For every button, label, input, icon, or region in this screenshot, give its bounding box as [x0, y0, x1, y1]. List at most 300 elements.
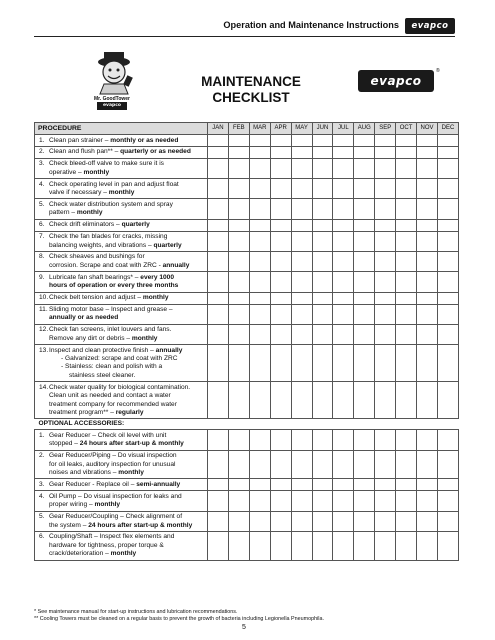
month-check-cell[interactable]: [417, 511, 438, 531]
month-check-cell[interactable]: [249, 531, 270, 560]
month-check-cell[interactable]: [312, 304, 333, 324]
month-check-cell[interactable]: [228, 345, 249, 382]
month-check-cell[interactable]: [249, 199, 270, 219]
table-header-row: [35, 123, 459, 135]
month-check-cell[interactable]: [396, 292, 417, 304]
procedure-frequency: 24 hours after start-up & monthly: [79, 440, 184, 448]
month-check-cell[interactable]: [437, 231, 458, 251]
month-check-cell[interactable]: [228, 199, 249, 219]
month-check-cell[interactable]: [270, 146, 291, 158]
procedure-text-line: Clean unit as needed and contact a water: [49, 392, 171, 400]
month-check-cell[interactable]: [249, 430, 270, 450]
procedure-text: Lubricate fan shaft bearings* –: [49, 273, 141, 281]
procedure-text-line: noises and vibrations – monthly: [49, 469, 144, 476]
procedure-frequency: annually: [162, 261, 190, 269]
month-check-cell[interactable]: [354, 479, 375, 491]
procedure-cell: [35, 491, 208, 511]
month-check-cell[interactable]: [249, 479, 270, 491]
month-check-cell[interactable]: [208, 479, 229, 491]
month-check-cell[interactable]: [270, 292, 291, 304]
month-check-cell[interactable]: [437, 511, 458, 531]
table-row: [35, 382, 459, 419]
procedure-number: 7.: [39, 233, 45, 241]
month-check-cell[interactable]: [228, 219, 249, 231]
month-check-cell[interactable]: [228, 324, 249, 344]
month-header: DEC: [437, 123, 458, 135]
month-check-cell[interactable]: [417, 179, 438, 199]
month-check-cell[interactable]: [375, 430, 396, 450]
month-check-cell[interactable]: [354, 430, 375, 450]
month-check-cell[interactable]: [291, 158, 312, 178]
table-row: [35, 231, 459, 251]
month-check-cell[interactable]: [228, 272, 249, 292]
month-check-cell[interactable]: [417, 219, 438, 231]
month-check-cell[interactable]: [354, 345, 375, 382]
month-check-cell[interactable]: [354, 251, 375, 271]
month-check-cell[interactable]: [312, 531, 333, 560]
month-check-cell[interactable]: [354, 304, 375, 324]
month-check-cell[interactable]: [437, 251, 458, 271]
month-check-cell[interactable]: [417, 158, 438, 178]
month-check-cell[interactable]: [396, 158, 417, 178]
month-check-cell[interactable]: [270, 531, 291, 560]
month-check-cell[interactable]: [396, 146, 417, 158]
month-check-cell[interactable]: [354, 272, 375, 292]
month-check-cell[interactable]: [396, 135, 417, 147]
month-check-cell[interactable]: [333, 479, 354, 491]
month-check-cell[interactable]: [437, 219, 458, 231]
procedure-text-line: proper wiring – monthly: [49, 501, 121, 509]
month-check-cell[interactable]: [333, 135, 354, 147]
month-check-cell[interactable]: [417, 199, 438, 219]
month-check-cell[interactable]: [312, 292, 333, 304]
month-check-cell[interactable]: [270, 324, 291, 344]
month-check-cell[interactable]: [249, 491, 270, 511]
month-check-cell[interactable]: [249, 251, 270, 271]
month-check-cell[interactable]: [270, 491, 291, 511]
month-check-cell[interactable]: [417, 324, 438, 344]
month-check-cell[interactable]: [228, 146, 249, 158]
month-check-cell[interactable]: [437, 345, 458, 382]
month-check-cell[interactable]: [354, 135, 375, 147]
month-check-cell[interactable]: [437, 491, 458, 511]
procedure-number: 2.: [39, 148, 45, 156]
procedure-cell: [35, 251, 208, 271]
month-check-cell[interactable]: [333, 179, 354, 199]
month-check-cell[interactable]: [375, 179, 396, 199]
month-check-cell[interactable]: [228, 511, 249, 531]
month-check-cell[interactable]: [312, 450, 333, 479]
month-check-cell[interactable]: [354, 292, 375, 304]
month-check-cell[interactable]: [228, 430, 249, 450]
procedure-header: PROCEDURE: [35, 123, 208, 135]
month-check-cell[interactable]: [333, 531, 354, 560]
procedure-frequency: hours of operation or every three months: [49, 282, 179, 290]
month-check-cell[interactable]: [312, 345, 333, 382]
month-check-cell[interactable]: [354, 511, 375, 531]
month-check-cell[interactable]: [291, 491, 312, 511]
month-header: JAN: [208, 123, 229, 135]
month-check-cell[interactable]: [208, 531, 229, 560]
month-check-cell[interactable]: [208, 304, 229, 324]
month-check-cell[interactable]: [417, 450, 438, 479]
month-check-cell[interactable]: [417, 479, 438, 491]
month-check-cell[interactable]: [312, 479, 333, 491]
month-check-cell[interactable]: [270, 304, 291, 324]
month-check-cell[interactable]: [208, 345, 229, 382]
month-header: SEP: [375, 123, 396, 135]
month-check-cell[interactable]: [437, 450, 458, 479]
month-check-cell[interactable]: [208, 251, 229, 271]
month-check-cell[interactable]: [208, 430, 229, 450]
month-check-cell[interactable]: [437, 304, 458, 324]
month-check-cell[interactable]: [417, 345, 438, 382]
month-check-cell[interactable]: [375, 158, 396, 178]
month-check-cell[interactable]: [270, 450, 291, 479]
month-check-cell[interactable]: [249, 179, 270, 199]
month-check-cell[interactable]: [437, 531, 458, 560]
month-check-cell[interactable]: [208, 231, 229, 251]
month-check-cell[interactable]: [375, 479, 396, 491]
month-check-cell[interactable]: [270, 199, 291, 219]
table-row: [35, 135, 459, 147]
month-check-cell[interactable]: [249, 324, 270, 344]
month-check-cell[interactable]: [228, 450, 249, 479]
month-check-cell[interactable]: [249, 146, 270, 158]
procedure-cell: [35, 382, 208, 419]
month-check-cell[interactable]: [208, 491, 229, 511]
procedure-cell: [35, 272, 208, 292]
procedure-text-line: treatment company for recommended water: [49, 400, 177, 408]
month-check-cell[interactable]: [375, 531, 396, 560]
month-check-cell[interactable]: [354, 219, 375, 231]
procedure-cell: [35, 450, 208, 479]
month-check-cell[interactable]: [291, 450, 312, 479]
month-check-cell[interactable]: [312, 382, 333, 419]
month-check-cell[interactable]: [417, 531, 438, 560]
procedure-number: 13.: [39, 346, 49, 354]
month-check-cell[interactable]: [437, 324, 458, 344]
month-check-cell[interactable]: [437, 479, 458, 491]
procedure-text-line: pattern – monthly: [49, 209, 103, 217]
month-check-cell[interactable]: [354, 199, 375, 219]
procedure-number: 4.: [39, 492, 45, 500]
month-check-cell[interactable]: [228, 251, 249, 271]
month-check-cell[interactable]: [312, 231, 333, 251]
month-check-cell[interactable]: [354, 531, 375, 560]
month-check-cell[interactable]: [208, 382, 229, 419]
month-check-cell[interactable]: [270, 430, 291, 450]
month-check-cell[interactable]: [291, 219, 312, 231]
procedure-text: Clean and flush pan** –: [49, 148, 121, 156]
month-check-cell[interactable]: [228, 158, 249, 178]
month-check-cell[interactable]: [208, 146, 229, 158]
month-check-cell[interactable]: [291, 479, 312, 491]
month-check-cell[interactable]: [396, 199, 417, 219]
month-check-cell[interactable]: [249, 511, 270, 531]
month-check-cell[interactable]: [437, 199, 458, 219]
procedure-frequency: regularly: [115, 408, 144, 416]
month-check-cell[interactable]: [396, 272, 417, 292]
month-check-cell[interactable]: [417, 146, 438, 158]
month-check-cell[interactable]: [270, 219, 291, 231]
month-check-cell[interactable]: [208, 158, 229, 178]
month-check-cell[interactable]: [396, 511, 417, 531]
month-check-cell[interactable]: [417, 304, 438, 324]
month-check-cell[interactable]: [249, 158, 270, 178]
month-check-cell[interactable]: [333, 158, 354, 178]
month-check-cell[interactable]: [312, 430, 333, 450]
month-header: AUG: [354, 123, 375, 135]
month-check-cell[interactable]: [208, 219, 229, 231]
month-check-cell[interactable]: [396, 324, 417, 344]
month-check-cell[interactable]: [396, 251, 417, 271]
table-row: [35, 345, 459, 382]
month-check-cell[interactable]: [208, 511, 229, 531]
month-check-cell[interactable]: [228, 179, 249, 199]
month-check-cell[interactable]: [417, 251, 438, 271]
month-check-cell[interactable]: [333, 324, 354, 344]
procedure-number: 6.: [39, 533, 45, 541]
table-row: [35, 450, 459, 479]
procedure-cell: [35, 511, 208, 531]
month-header: APR: [270, 123, 291, 135]
month-check-cell[interactable]: [333, 231, 354, 251]
month-check-cell[interactable]: [437, 146, 458, 158]
month-check-cell[interactable]: [291, 531, 312, 560]
month-check-cell[interactable]: [208, 324, 229, 344]
month-check-cell[interactable]: [228, 479, 249, 491]
month-check-cell[interactable]: [291, 251, 312, 271]
month-check-cell[interactable]: [375, 382, 396, 419]
procedure-text: Check bleed-off valve to make sure it is: [49, 160, 164, 168]
month-check-cell[interactable]: [396, 179, 417, 199]
title-line-2: CHECKLIST: [212, 90, 290, 105]
month-check-cell[interactable]: [375, 304, 396, 324]
month-check-cell[interactable]: [228, 135, 249, 147]
month-check-cell[interactable]: [396, 382, 417, 419]
month-check-cell[interactable]: [312, 158, 333, 178]
table-row: [35, 531, 459, 560]
procedure-frequency: monthly: [83, 168, 110, 176]
month-check-cell[interactable]: [333, 146, 354, 158]
month-check-cell[interactable]: [417, 491, 438, 511]
procedure-cell: [35, 158, 208, 178]
month-check-cell[interactable]: [375, 231, 396, 251]
month-check-cell[interactable]: [291, 345, 312, 382]
procedure-cell: [35, 199, 208, 219]
month-check-cell[interactable]: [291, 272, 312, 292]
month-check-cell[interactable]: [396, 450, 417, 479]
month-check-cell[interactable]: [417, 135, 438, 147]
month-check-cell[interactable]: [291, 382, 312, 419]
table-row: [35, 511, 459, 531]
procedure-number: 5.: [39, 513, 45, 521]
month-check-cell[interactable]: [208, 199, 229, 219]
month-check-cell[interactable]: [270, 135, 291, 147]
month-check-cell[interactable]: [270, 179, 291, 199]
header-divider: [34, 36, 455, 37]
month-check-cell[interactable]: [354, 146, 375, 158]
month-check-cell[interactable]: [228, 491, 249, 511]
month-check-cell[interactable]: [437, 292, 458, 304]
month-check-cell[interactable]: [270, 272, 291, 292]
month-check-cell[interactable]: [396, 430, 417, 450]
month-check-cell[interactable]: [228, 531, 249, 560]
month-check-cell[interactable]: [375, 272, 396, 292]
month-check-cell[interactable]: [270, 479, 291, 491]
mascot-badge: evapco: [97, 102, 127, 110]
month-check-cell[interactable]: [270, 511, 291, 531]
month-check-cell[interactable]: [249, 231, 270, 251]
month-check-cell[interactable]: [333, 292, 354, 304]
month-check-cell[interactable]: [270, 251, 291, 271]
month-check-cell[interactable]: [375, 292, 396, 304]
footnote-1: * See maintenance manual for start-up instructions and lubrication recommendations.: [34, 609, 238, 615]
month-check-cell[interactable]: [354, 231, 375, 251]
month-check-cell[interactable]: [333, 219, 354, 231]
month-check-cell[interactable]: [375, 146, 396, 158]
month-check-cell[interactable]: [396, 231, 417, 251]
month-check-cell[interactable]: [333, 272, 354, 292]
month-check-cell[interactable]: [312, 491, 333, 511]
page-header-title: Operation and Maintenance Instructions: [223, 20, 399, 30]
month-check-cell[interactable]: [312, 146, 333, 158]
month-check-cell[interactable]: [375, 219, 396, 231]
month-check-cell[interactable]: [375, 135, 396, 147]
month-check-cell[interactable]: [270, 345, 291, 382]
month-check-cell[interactable]: [437, 135, 458, 147]
month-check-cell[interactable]: [437, 382, 458, 419]
procedure-text-line: valve if necessary – monthly: [49, 189, 135, 197]
month-check-cell[interactable]: [208, 179, 229, 199]
month-check-cell[interactable]: [270, 158, 291, 178]
month-check-cell[interactable]: [417, 231, 438, 251]
month-check-cell[interactable]: [270, 382, 291, 419]
procedure-text: Clean pan strainer –: [49, 136, 111, 144]
month-check-cell[interactable]: [375, 450, 396, 479]
month-check-cell[interactable]: [249, 382, 270, 419]
table-row: [35, 430, 459, 450]
month-check-cell[interactable]: [312, 272, 333, 292]
month-check-cell[interactable]: [354, 382, 375, 419]
month-check-cell[interactable]: [333, 251, 354, 271]
procedure-text-line: for oil leaks, auditory inspection for unusual: [49, 460, 176, 468]
month-check-cell[interactable]: [291, 430, 312, 450]
month-check-cell[interactable]: [291, 304, 312, 324]
month-check-cell[interactable]: [417, 382, 438, 419]
month-check-cell[interactable]: [333, 199, 354, 219]
registered-mark: ®: [436, 68, 440, 74]
month-check-cell[interactable]: [291, 324, 312, 344]
month-check-cell[interactable]: [375, 199, 396, 219]
month-check-cell[interactable]: [249, 135, 270, 147]
month-check-cell[interactable]: [249, 345, 270, 382]
month-check-cell[interactable]: [228, 292, 249, 304]
month-check-cell[interactable]: [396, 304, 417, 324]
month-check-cell[interactable]: [312, 135, 333, 147]
month-check-cell[interactable]: [417, 292, 438, 304]
month-check-cell[interactable]: [291, 146, 312, 158]
month-check-cell[interactable]: [396, 345, 417, 382]
month-check-cell[interactable]: [354, 179, 375, 199]
month-check-cell[interactable]: [249, 304, 270, 324]
month-check-cell[interactable]: [333, 382, 354, 419]
month-check-cell[interactable]: [312, 511, 333, 531]
month-check-cell[interactable]: [333, 450, 354, 479]
month-check-cell[interactable]: [354, 158, 375, 178]
month-check-cell[interactable]: [396, 491, 417, 511]
month-check-cell[interactable]: [228, 382, 249, 419]
month-check-cell[interactable]: [208, 292, 229, 304]
month-check-cell[interactable]: [249, 272, 270, 292]
month-check-cell[interactable]: [333, 345, 354, 382]
month-check-cell[interactable]: [312, 179, 333, 199]
procedure-frequency: monthly or as needed: [110, 136, 179, 144]
month-check-cell[interactable]: [333, 304, 354, 324]
month-check-cell[interactable]: [249, 450, 270, 479]
month-check-cell[interactable]: [208, 135, 229, 147]
month-check-cell[interactable]: [333, 430, 354, 450]
month-header: JUL: [333, 123, 354, 135]
month-check-cell[interactable]: [437, 430, 458, 450]
month-header: FEB: [228, 123, 249, 135]
month-check-cell[interactable]: [375, 345, 396, 382]
month-check-cell[interactable]: [375, 251, 396, 271]
month-check-cell[interactable]: [437, 158, 458, 178]
month-check-cell[interactable]: [354, 324, 375, 344]
month-check-cell[interactable]: [270, 231, 291, 251]
month-check-cell[interactable]: [354, 450, 375, 479]
procedure-text-line: [39, 314, 205, 322]
month-check-cell[interactable]: [375, 511, 396, 531]
month-check-cell[interactable]: [312, 199, 333, 219]
table-row: [35, 199, 459, 219]
month-check-cell[interactable]: [354, 491, 375, 511]
month-check-cell[interactable]: [396, 531, 417, 560]
month-check-cell[interactable]: [291, 135, 312, 147]
month-check-cell[interactable]: [291, 199, 312, 219]
month-check-cell[interactable]: [208, 272, 229, 292]
procedure-frequency: monthly: [76, 209, 103, 217]
month-check-cell[interactable]: [228, 304, 249, 324]
month-check-cell[interactable]: [375, 324, 396, 344]
month-check-cell[interactable]: [437, 179, 458, 199]
month-check-cell[interactable]: [312, 251, 333, 271]
month-check-cell[interactable]: [291, 511, 312, 531]
month-check-cell[interactable]: [437, 272, 458, 292]
month-check-cell[interactable]: [312, 324, 333, 344]
month-check-cell[interactable]: [208, 450, 229, 479]
month-check-cell[interactable]: [249, 219, 270, 231]
procedure-text: Gear Reducer/Piping – Do visual inspection: [49, 452, 177, 460]
month-check-cell[interactable]: [375, 491, 396, 511]
procedure-text: Coupling/Shaft – Inspect flex elements and: [49, 533, 175, 541]
month-check-cell[interactable]: [333, 491, 354, 511]
month-check-cell[interactable]: [333, 511, 354, 531]
month-check-cell[interactable]: [417, 430, 438, 450]
month-check-cell[interactable]: [291, 231, 312, 251]
month-check-cell[interactable]: [291, 292, 312, 304]
month-check-cell[interactable]: [312, 219, 333, 231]
month-check-cell[interactable]: [228, 231, 249, 251]
month-check-cell[interactable]: [291, 179, 312, 199]
procedure-frequency: monthly: [108, 189, 135, 197]
month-check-cell[interactable]: [396, 219, 417, 231]
month-check-cell[interactable]: [249, 292, 270, 304]
month-check-cell[interactable]: [396, 479, 417, 491]
month-check-cell[interactable]: [417, 272, 438, 292]
